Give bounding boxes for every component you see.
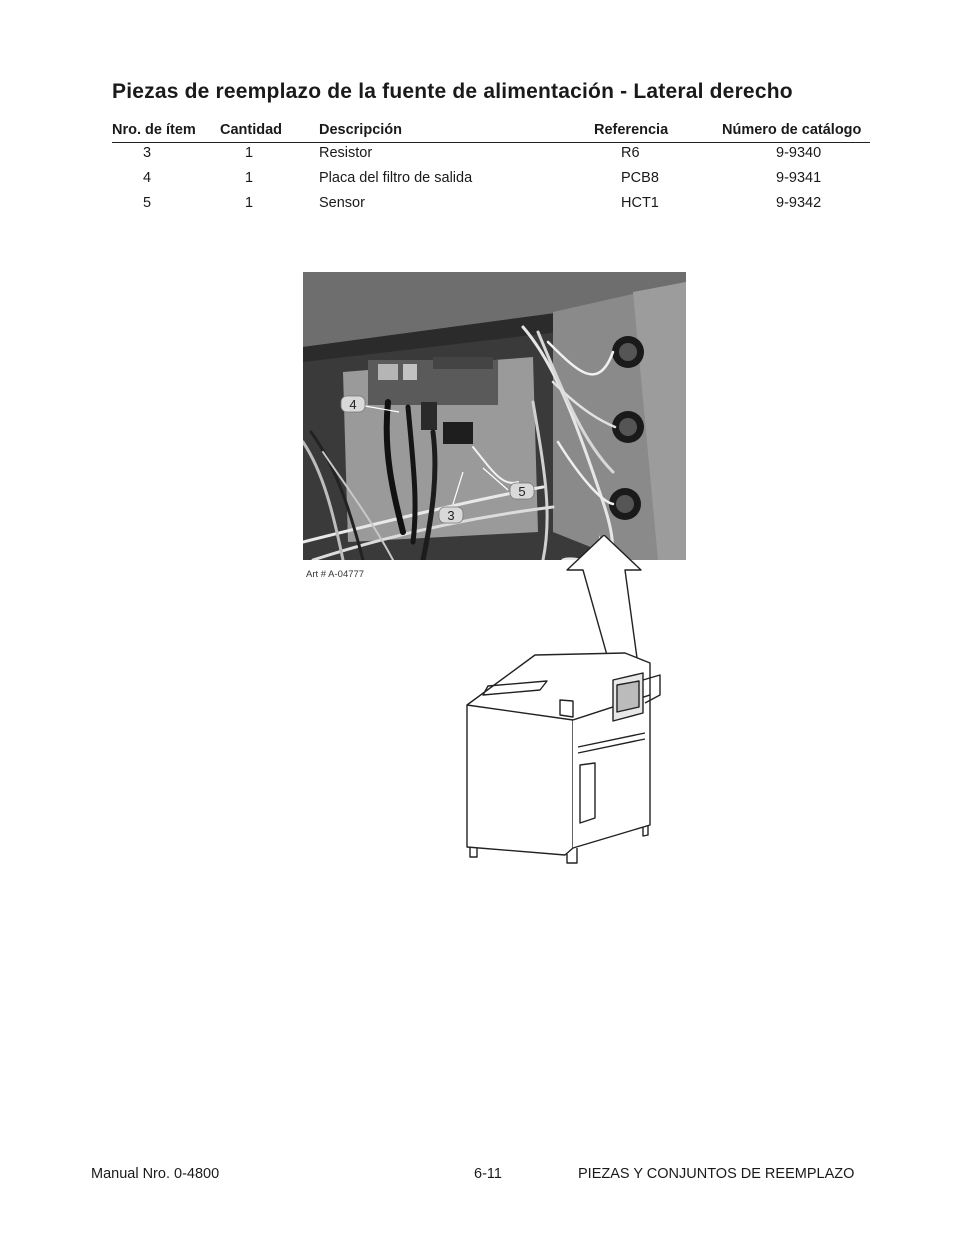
table-row: [112, 168, 870, 193]
cell-qty: 1: [245, 195, 254, 211]
header-reference: Referencia: [594, 122, 669, 138]
parts-table: [112, 120, 870, 218]
cell-desc: Placa del filtro de salida: [319, 170, 473, 186]
table-row: [112, 143, 870, 168]
cell-ref: HCT1: [621, 195, 659, 211]
header-description: Descripción: [319, 122, 402, 138]
cell-desc: Resistor: [319, 145, 373, 161]
footer-manual-number: Manual Nro. 0-4800: [91, 1166, 220, 1182]
page-title: Piezas de reemplazo de la fuente de alimentación - Lateral derecho: [112, 80, 793, 103]
cell-qty: 1: [245, 170, 254, 186]
header-item-number: Nro. de ítem: [112, 122, 196, 138]
art-number: Art # A-04777: [306, 569, 365, 580]
footer-section-title: PIEZAS Y CONJUNTOS DE REEMPLAZO: [578, 1166, 855, 1182]
header-quantity: Cantidad: [220, 122, 283, 138]
callout-5: 5: [518, 484, 526, 499]
cell-ref: PCB8: [621, 170, 659, 186]
cell-item: 5: [143, 195, 152, 211]
cell-cat: 9-9341: [776, 170, 822, 186]
cell-desc: Sensor: [319, 195, 365, 211]
cell-ref: R6: [621, 145, 640, 161]
cell-qty: 1: [245, 145, 254, 161]
table-row: [112, 193, 870, 218]
cell-cat: 9-9340: [776, 145, 822, 161]
footer-page-number: 6-11: [474, 1166, 502, 1182]
machine-outline-drawing: [455, 535, 695, 870]
interior-wiring-photo: [303, 272, 686, 560]
table-header-row: [112, 120, 870, 143]
cell-item: 3: [143, 145, 152, 161]
cell-item: 4: [143, 170, 152, 186]
header-catalog-number: Número de catálogo: [722, 122, 862, 138]
callout-4: 4: [349, 397, 357, 412]
callout-3: 3: [447, 508, 455, 523]
cell-cat: 9-9342: [776, 195, 822, 211]
